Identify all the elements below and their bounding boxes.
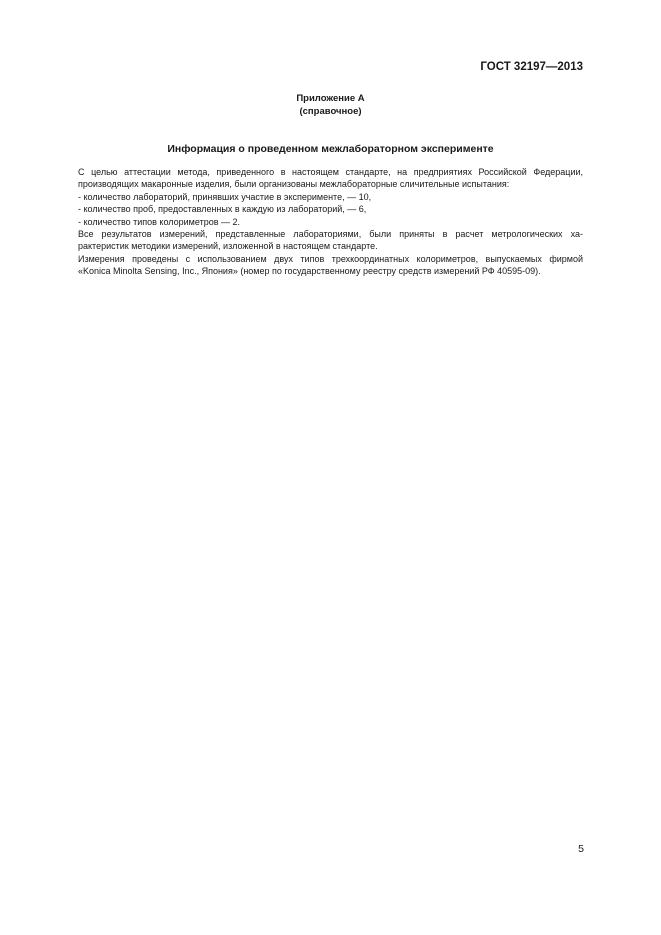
paragraph-2-line-2: рактеристик методики измерений, изложенной в настоящем стандарте. — [78, 241, 378, 252]
appendix-heading — [0, 92, 661, 118]
list-item-samples: - количество проб, предоставленных в каждую из лабораторий, — 6, — [78, 204, 367, 215]
page-number: 5 — [578, 843, 584, 855]
appendix-subtitle: (справочное) — [299, 106, 362, 117]
paragraph-2-line-1: Все результатов измерений, представленные лабораториями, были приняты в расчет метрологических ха- — [78, 229, 583, 240]
appendix-title: Приложение А — [296, 93, 365, 104]
list-item-laboratories: - количество лабораторий, принявших участие в эксперименте, — 10, — [78, 191, 372, 202]
paragraph-1-line-2: производящих макаронные изделия, были организованы межлабораторные сличительные испытания: — [78, 179, 510, 190]
paragraph-3-line-1: Измерения проведены с использованием двух типов трехкоординатных колориметров, выпускаемых фирмой — [78, 253, 583, 264]
section-title: Информация о проведенном межлабораторном эксперименте — [167, 143, 494, 155]
paragraph-3-line-2: «Konica Minolta Sensing, Inc., Япония» (номер по государственному реестру средств измерений РФ 40595-09). — [78, 266, 541, 277]
document-code: ГОСТ 32197—2013 — [480, 61, 583, 73]
paragraph-1-line-1: С целью аттестации метода, приведенного в настоящем стандарте, на предприятиях Российской Федерации, — [78, 167, 583, 177]
list-item-colorimeters: - количество типов колориметров — 2. — [78, 216, 240, 227]
body-text — [78, 166, 583, 278]
